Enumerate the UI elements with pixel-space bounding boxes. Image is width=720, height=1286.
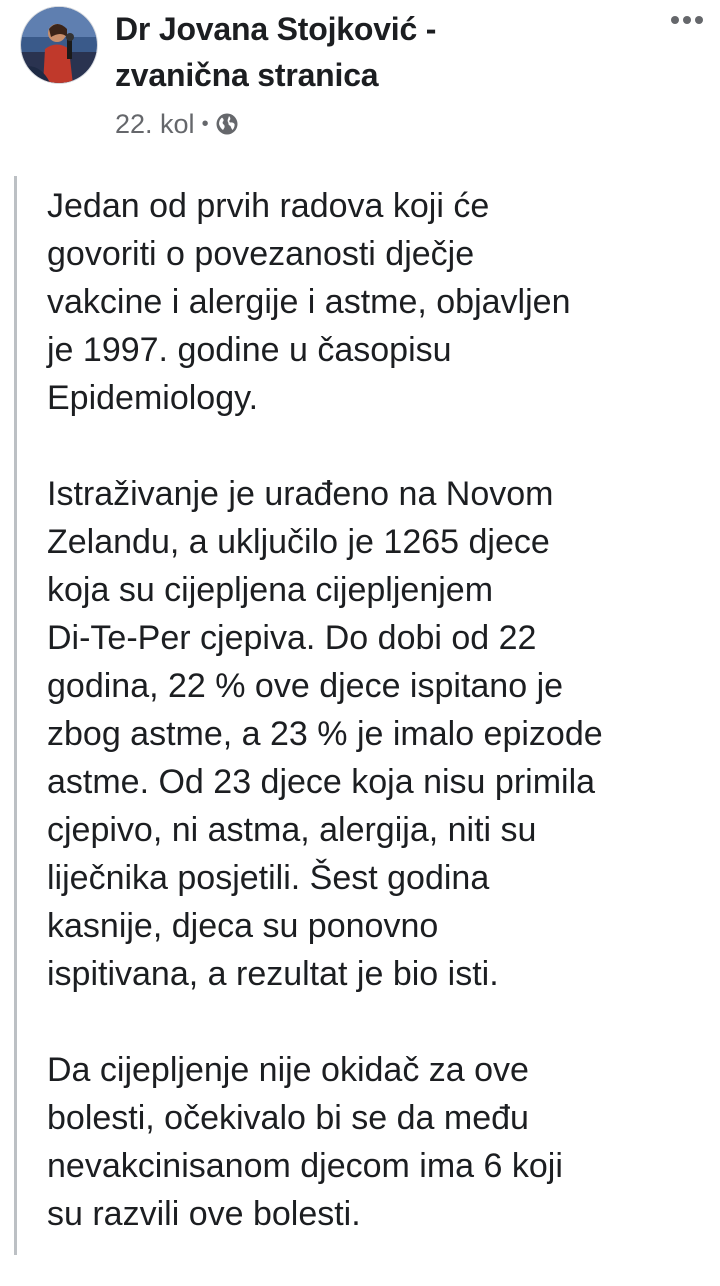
post-paragraph: Jedan od prvih radova koji će govoriti o povezanosti dječje vakcine i alergije i astme, objavljen je 1997. godine u časopisu Epidemiology. — [47, 187, 571, 417]
post-header — [0, 0, 720, 160]
post-paragraph: Da cijepljenje nije okidač za ove bolesti, očekivalo bi se da među nevakcinisanom djecom ima 6 koji su razvili ove bolesti. — [47, 1051, 563, 1233]
profile-photo-icon — [21, 7, 98, 84]
shared-content-bar — [14, 176, 17, 1255]
more-options-button[interactable] — [664, 2, 710, 38]
post-paragraph: Istraživanje je urađeno na Novom Zelandu, a uključilo je 1265 djece koja su cijepljena cijepljenjem Di-Te-Per cjepiva. Do dobi od 22 godina, 22 % ove djece ispitano je zbog astme, a 23 % je imalo epizode astme. Od 23 djece koja nisu primila cjepivo, ni astma, alergija, niti su liječnika posjetili. Šest godina kasnije, djeca su ponovno ispitivana, a rezultat je bio isti. — [47, 475, 603, 993]
author-name-line-2[interactable]: zvanična stranica — [115, 57, 379, 93]
globe-icon — [215, 112, 239, 136]
post-text — [47, 182, 707, 1286]
avatar[interactable] — [20, 6, 98, 84]
author-name-line-1[interactable]: Dr Jovana Stojković - — [115, 11, 437, 47]
meta-separator: • — [201, 112, 209, 135]
post-date[interactable]: 22. kol — [115, 108, 195, 139]
page-title[interactable] — [115, 6, 635, 98]
more-options-icon — [669, 14, 705, 26]
post-meta — [115, 104, 239, 144]
